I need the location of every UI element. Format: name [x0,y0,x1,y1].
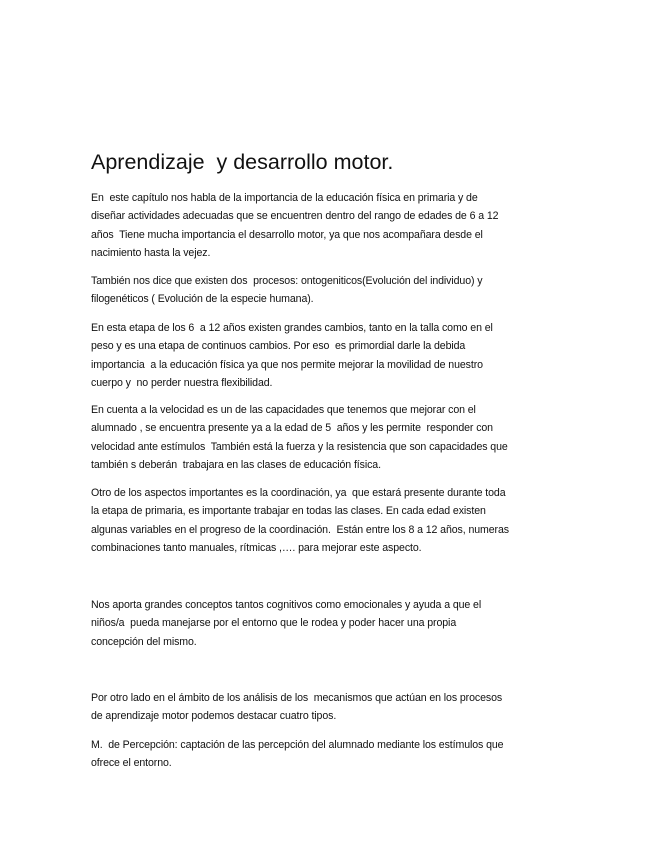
text-line: También nos dice que existen dos procesos: ontogeniticos(Evolución del individuo) y [91,275,483,287]
paragraph-perception [91,736,581,773]
text-line: alumnado , se encuentra presente ya a la edad de 5 años y les permite responder con [91,422,493,435]
text-line: ofrece el entorno. [91,757,172,770]
text-line: filogenéticos ( Evolución de la especie humana). [91,293,314,306]
text-line: de aprendizaje motor podemos destacar cuatro tipos. [91,710,337,723]
text-line: cuerpo y no perder nuestra flexibilidad. [91,376,273,389]
paragraph-speed [91,401,581,474]
paragraph-mechanisms [91,689,581,726]
text-line: Otro de los aspectos importantes es la coordinación, ya que estará presente durante toda [91,487,506,499]
text-line: la etapa de primaria, es importante trabajar en todas las clases. En cada edad existen [91,505,486,518]
text-line: M. de Percepción: captación de las percepción del alumnado mediante los estímulos que [91,739,504,751]
text-line: también s deberán trabajara en las clases de educación física. [91,458,381,471]
text-line: importancia a la educación física ya que nos permite mejorar la movilidad de nuestro [91,358,483,371]
text-line: En cuenta a la velocidad es un de las capacidades que tenemos que mejorar con el [91,404,476,416]
text-line: combinaciones tanto manuales, rítmicas ,…. para mejorar este aspecto. [91,541,422,554]
document-title: Aprendizaje y desarrollo motor. [91,150,394,174]
text-line: Por otro lado en el ámbito de los análisis de los mecanismos que actúan en los procesos [91,692,503,704]
text-line: En esta etapa de los 6 a 12 años existen grandes cambios, tanto en la talla como en el [91,322,493,334]
text-line: nacimiento hasta la vejez. [91,246,211,259]
text-line: velocidad ante estímulos También está la fuerza y la resistencia que son capacidades que [91,440,508,453]
text-line: peso y es una etapa de continuos cambios. Por eso es primordial darle la debida [91,340,466,353]
text-line: diseñar actividades adecuadas que se encuentren dentro del rango de edades de 6 a 12 [91,210,499,223]
text-line: años Tiene mucha importancia el desarrollo motor, ya que nos acompañara desde el [91,228,483,241]
text-line: algunas variables en el progreso de la coordinación. Están entre los 8 a 12 años, numeras [91,523,509,536]
paragraph-processes [91,272,581,309]
text-line: concepción del mismo. [91,635,197,648]
paragraph-concepts [91,596,581,651]
text-line: Nos aporta grandes conceptos tantos cognitivos como emocionales y ayuda a que el [91,599,482,611]
paragraph-importance-physical-education [91,189,581,262]
text-line: En este capítulo nos habla de la importancia de la educación física en primaria y de [91,192,478,204]
text-line: niños/a pueda manejarse por el entorno que le rodea y poder hacer una propia [91,617,457,630]
paragraph-coordination [91,484,581,557]
paragraph-growth-stage [91,319,581,392]
